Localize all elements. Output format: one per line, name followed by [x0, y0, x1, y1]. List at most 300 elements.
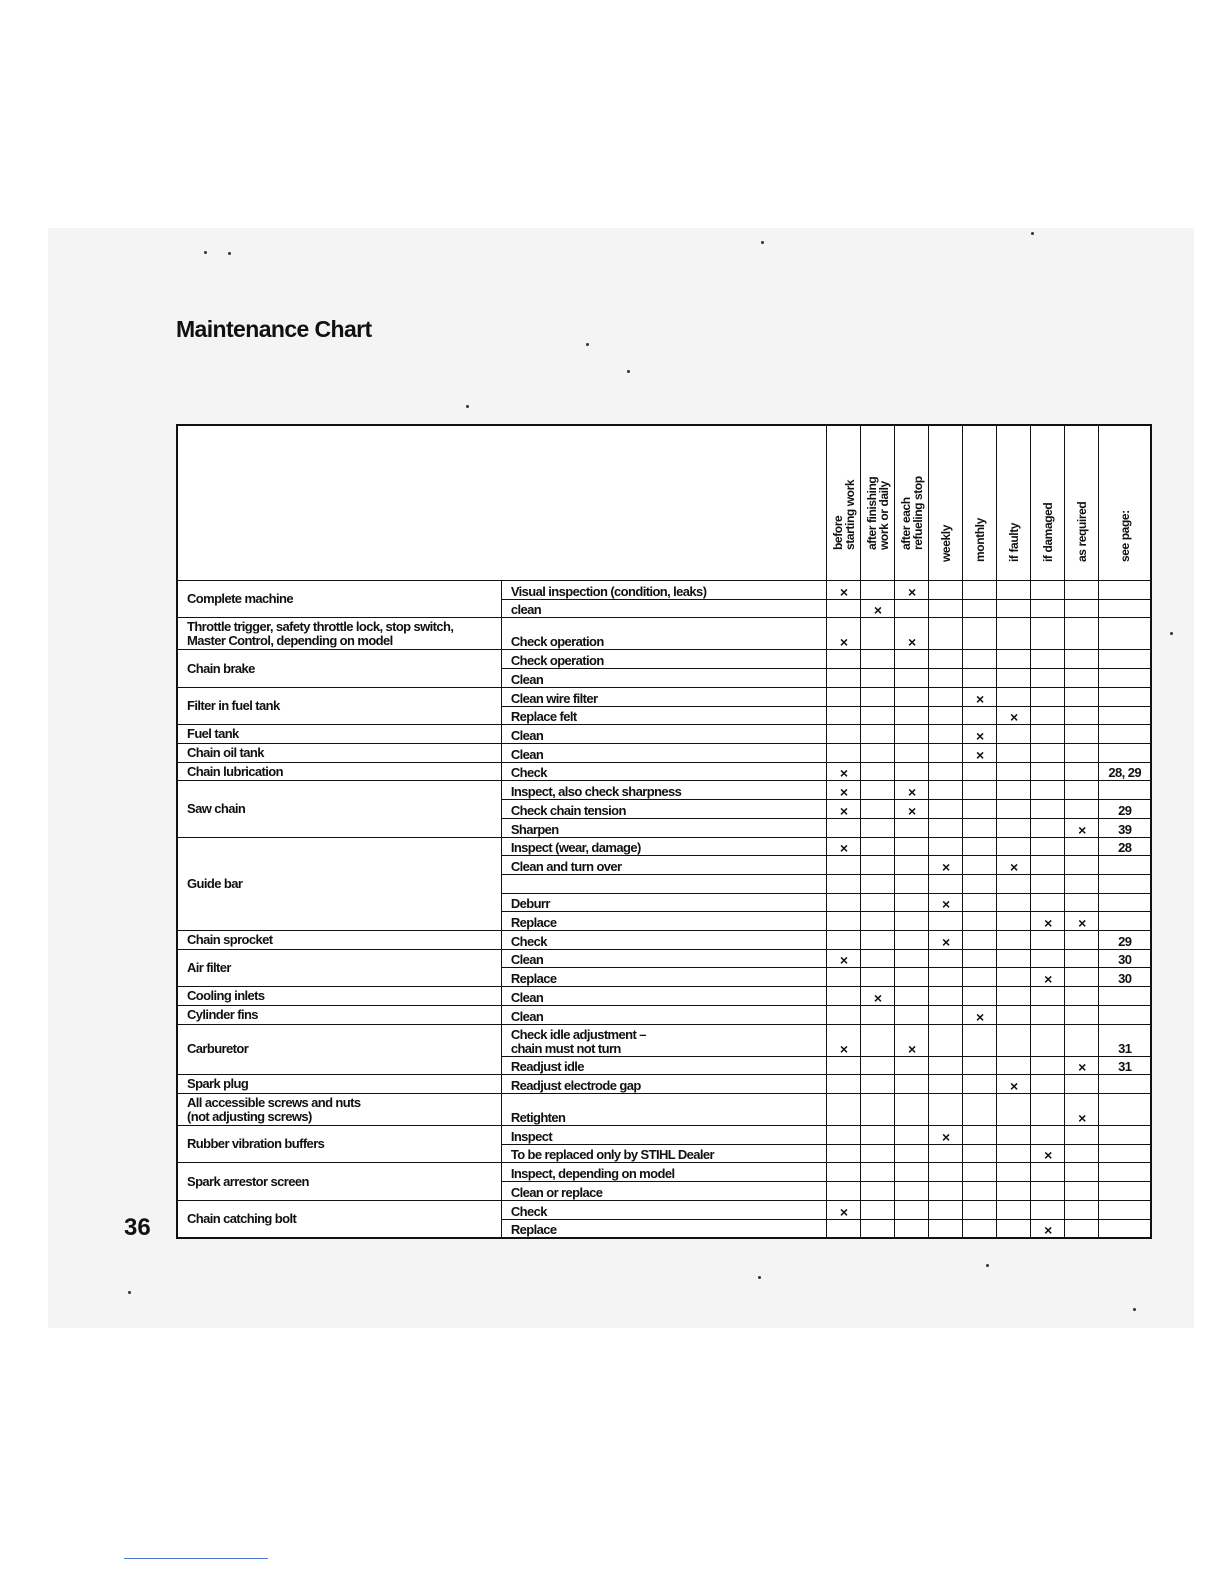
- schedule-cell: [963, 1163, 997, 1182]
- schedule-cell: [1065, 800, 1099, 819]
- schedule-cell: [1031, 1163, 1065, 1182]
- schedule-cell: [997, 762, 1031, 781]
- schedule-cell: [929, 987, 963, 1006]
- table-row: [177, 781, 1151, 800]
- schedule-cell: [963, 856, 997, 875]
- check-mark: ×: [997, 706, 1031, 725]
- column-header-label: weekly: [938, 525, 953, 562]
- scan-speck: [204, 251, 207, 254]
- schedule-cell: [1065, 1005, 1099, 1024]
- schedule-cell: [1065, 599, 1099, 618]
- schedule-cell: [861, 1200, 895, 1219]
- schedule-cell: [861, 618, 895, 650]
- action-cell: Check: [501, 762, 826, 781]
- schedule-cell: [1031, 800, 1065, 819]
- scan-speck: [761, 241, 764, 244]
- check-mark: ×: [827, 1200, 861, 1219]
- schedule-cell: [997, 931, 1031, 950]
- schedule-cell: [895, 762, 929, 781]
- schedule-cell: [1065, 1200, 1099, 1219]
- header-blank-cell: [177, 425, 827, 581]
- see-page-cell: [1099, 1144, 1151, 1163]
- schedule-cell: [997, 1056, 1031, 1075]
- see-page-cell: [1099, 618, 1151, 650]
- check-mark: ×: [1031, 968, 1065, 987]
- check-mark: ×: [827, 837, 861, 856]
- action-cell: clean: [501, 599, 826, 618]
- schedule-cell: [963, 1126, 997, 1145]
- action-cell: Check: [501, 1200, 826, 1219]
- action-cell: Clean wire filter: [501, 687, 826, 706]
- schedule-cell: [895, 837, 929, 856]
- table-row: [177, 1024, 1151, 1056]
- check-mark: ×: [827, 781, 861, 800]
- schedule-cell: [929, 706, 963, 725]
- schedule-cell: [861, 800, 895, 819]
- table-row: [177, 1005, 1151, 1024]
- schedule-cell: [929, 874, 963, 893]
- action-cell: Clean or replace: [501, 1182, 826, 1201]
- schedule-cell: [1065, 1219, 1099, 1238]
- schedule-cell: [1031, 1024, 1065, 1056]
- check-mark: ×: [1065, 818, 1099, 837]
- schedule-cell: [827, 1005, 861, 1024]
- schedule-cell: [1065, 1144, 1099, 1163]
- schedule-cell: [997, 687, 1031, 706]
- schedule-cell: [1065, 1075, 1099, 1094]
- schedule-cell: [1065, 706, 1099, 725]
- column-header-label: if damaged: [1040, 502, 1055, 562]
- check-mark: ×: [929, 856, 963, 875]
- column-header-label: after finishing work or daily: [864, 476, 891, 550]
- schedule-cell: [861, 931, 895, 950]
- schedule-cell: [1031, 893, 1065, 912]
- action-cell: Check chain tension: [501, 800, 826, 819]
- see-page-cell: [1099, 987, 1151, 1006]
- column-header: [1031, 425, 1065, 581]
- check-mark: ×: [827, 618, 861, 650]
- schedule-cell: [895, 1126, 929, 1145]
- schedule-cell: [997, 874, 1031, 893]
- schedule-cell: [827, 987, 861, 1006]
- schedule-cell: [895, 650, 929, 669]
- see-page-cell: [1099, 581, 1151, 600]
- schedule-cell: [1031, 781, 1065, 800]
- schedule-cell: [963, 949, 997, 968]
- see-page-cell: [1099, 912, 1151, 931]
- schedule-cell: [963, 1182, 997, 1201]
- schedule-cell: [861, 949, 895, 968]
- schedule-cell: [997, 725, 1031, 744]
- schedule-cell: [1065, 743, 1099, 762]
- component-cell: Spark plug: [177, 1075, 501, 1094]
- table-row: [177, 650, 1151, 669]
- schedule-cell: [1065, 874, 1099, 893]
- schedule-cell: [963, 1056, 997, 1075]
- component-cell: Rubber vibration buffers: [177, 1126, 501, 1163]
- schedule-cell: [929, 949, 963, 968]
- scan-speck: [1170, 632, 1173, 635]
- schedule-cell: [895, 743, 929, 762]
- table-row: [177, 837, 1151, 856]
- schedule-cell: [929, 800, 963, 819]
- schedule-cell: [895, 1144, 929, 1163]
- schedule-cell: [997, 949, 1031, 968]
- schedule-cell: [895, 893, 929, 912]
- see-page-cell: [1099, 1163, 1151, 1182]
- schedule-cell: [997, 1144, 1031, 1163]
- check-mark: ×: [1065, 912, 1099, 931]
- schedule-cell: [997, 669, 1031, 688]
- check-mark: ×: [929, 1126, 963, 1145]
- action-cell: Inspect (wear, damage): [501, 837, 826, 856]
- schedule-cell: [861, 1005, 895, 1024]
- schedule-cell: [895, 987, 929, 1006]
- action-cell: Inspect, also check sharpness: [501, 781, 826, 800]
- action-cell: Replace felt: [501, 706, 826, 725]
- schedule-cell: [1031, 1200, 1065, 1219]
- schedule-cell: [929, 669, 963, 688]
- page-number: 36: [124, 1214, 151, 1241]
- schedule-cell: [963, 706, 997, 725]
- schedule-cell: [895, 669, 929, 688]
- schedule-cell: [827, 912, 861, 931]
- action-cell: Check operation: [501, 618, 826, 650]
- component-cell: Cooling inlets: [177, 987, 501, 1006]
- scan-speck: [1031, 232, 1034, 235]
- chart-body: [177, 581, 1151, 1239]
- schedule-cell: [861, 1094, 895, 1126]
- schedule-cell: [827, 818, 861, 837]
- schedule-cell: [1031, 1094, 1065, 1126]
- schedule-cell: [1065, 931, 1099, 950]
- schedule-cell: [861, 818, 895, 837]
- schedule-cell: [861, 874, 895, 893]
- schedule-cell: [997, 743, 1031, 762]
- schedule-cell: [861, 687, 895, 706]
- table-row: [177, 931, 1151, 950]
- component-cell: All accessible screws and nuts (not adjusting screws): [177, 1094, 501, 1126]
- see-page-cell: [1099, 1005, 1151, 1024]
- schedule-cell: [895, 687, 929, 706]
- column-header: [861, 425, 895, 581]
- schedule-cell: [997, 599, 1031, 618]
- schedule-cell: [963, 912, 997, 931]
- schedule-cell: [963, 669, 997, 688]
- check-mark: ×: [963, 743, 997, 762]
- schedule-cell: [997, 1163, 1031, 1182]
- schedule-cell: [929, 1163, 963, 1182]
- check-mark: ×: [861, 987, 895, 1006]
- scan-speck: [466, 405, 469, 408]
- schedule-cell: [997, 1005, 1031, 1024]
- table-row: [177, 743, 1151, 762]
- schedule-cell: [963, 1094, 997, 1126]
- schedule-cell: [827, 1219, 861, 1238]
- schedule-cell: [997, 1182, 1031, 1201]
- see-page-cell: [1099, 1182, 1151, 1201]
- action-cell: Sharpen: [501, 818, 826, 837]
- schedule-cell: [997, 1126, 1031, 1145]
- check-mark: ×: [827, 800, 861, 819]
- schedule-cell: [861, 1126, 895, 1145]
- schedule-cell: [1065, 1163, 1099, 1182]
- schedule-cell: [1031, 599, 1065, 618]
- schedule-cell: [861, 837, 895, 856]
- schedule-cell: [1031, 949, 1065, 968]
- schedule-cell: [861, 743, 895, 762]
- schedule-cell: [827, 669, 861, 688]
- schedule-cell: [827, 687, 861, 706]
- check-mark: ×: [1031, 1219, 1065, 1238]
- schedule-cell: [1065, 781, 1099, 800]
- schedule-cell: [997, 800, 1031, 819]
- schedule-cell: [1065, 1126, 1099, 1145]
- schedule-cell: [861, 912, 895, 931]
- table-row: [177, 1163, 1151, 1182]
- see-page-cell: [1099, 1094, 1151, 1126]
- check-mark: ×: [827, 581, 861, 600]
- schedule-cell: [997, 818, 1031, 837]
- component-cell: Saw chain: [177, 781, 501, 837]
- schedule-cell: [963, 1219, 997, 1238]
- check-mark: ×: [997, 1075, 1031, 1094]
- column-header-label: see page:: [1117, 510, 1132, 562]
- component-cell: Spark arrestor screen: [177, 1163, 501, 1200]
- action-cell: Clean: [501, 669, 826, 688]
- see-page-cell: 28, 29: [1099, 762, 1151, 781]
- schedule-cell: [895, 1056, 929, 1075]
- schedule-cell: [1031, 687, 1065, 706]
- column-header: [1065, 425, 1099, 581]
- check-mark: ×: [1031, 912, 1065, 931]
- schedule-cell: [929, 781, 963, 800]
- schedule-cell: [929, 725, 963, 744]
- schedule-cell: [861, 1182, 895, 1201]
- schedule-cell: [827, 1144, 861, 1163]
- schedule-cell: [895, 931, 929, 950]
- schedule-cell: [963, 837, 997, 856]
- schedule-cell: [861, 1056, 895, 1075]
- see-page-cell: [1099, 856, 1151, 875]
- schedule-cell: [895, 706, 929, 725]
- action-cell: [501, 874, 826, 893]
- component-cell: Chain lubrication: [177, 762, 501, 781]
- check-mark: ×: [1065, 1056, 1099, 1075]
- table-row: [177, 1200, 1151, 1219]
- schedule-cell: [997, 618, 1031, 650]
- action-cell: To be replaced only by STIHL Dealer: [501, 1144, 826, 1163]
- schedule-cell: [997, 650, 1031, 669]
- schedule-cell: [895, 725, 929, 744]
- schedule-cell: [1031, 1126, 1065, 1145]
- component-cell: Chain brake: [177, 650, 501, 687]
- see-page-cell: 39: [1099, 818, 1151, 837]
- schedule-cell: [861, 781, 895, 800]
- schedule-cell: [1031, 581, 1065, 600]
- check-mark: ×: [895, 800, 929, 819]
- schedule-cell: [895, 1075, 929, 1094]
- schedule-cell: [929, 837, 963, 856]
- schedule-cell: [1031, 1005, 1065, 1024]
- schedule-cell: [1065, 1182, 1099, 1201]
- scan-speck: [1133, 1308, 1136, 1311]
- see-page-cell: [1099, 874, 1151, 893]
- action-cell: Inspect, depending on model: [501, 1163, 826, 1182]
- schedule-cell: [895, 949, 929, 968]
- see-page-cell: [1099, 669, 1151, 688]
- see-page-cell: 31: [1099, 1056, 1151, 1075]
- column-header-label: as required: [1074, 501, 1089, 562]
- schedule-cell: [997, 1200, 1031, 1219]
- component-cell: Guide bar: [177, 837, 501, 931]
- check-mark: ×: [963, 725, 997, 744]
- schedule-cell: [963, 581, 997, 600]
- schedule-cell: [929, 1056, 963, 1075]
- scan-speck: [986, 1264, 989, 1267]
- schedule-cell: [827, 874, 861, 893]
- schedule-cell: [1031, 931, 1065, 950]
- schedule-cell: [861, 706, 895, 725]
- schedule-cell: [997, 893, 1031, 912]
- schedule-cell: [827, 1056, 861, 1075]
- see-page-cell: 30: [1099, 968, 1151, 987]
- schedule-cell: [997, 1094, 1031, 1126]
- schedule-cell: [827, 968, 861, 987]
- schedule-cell: [963, 1024, 997, 1056]
- schedule-cell: [1031, 837, 1065, 856]
- schedule-cell: [997, 968, 1031, 987]
- action-cell: Clean: [501, 1005, 826, 1024]
- schedule-cell: [895, 912, 929, 931]
- scan-speck: [586, 343, 589, 346]
- action-cell: Readjust electrode gap: [501, 1075, 826, 1094]
- action-cell: Replace: [501, 1219, 826, 1238]
- action-cell: Inspect: [501, 1126, 826, 1145]
- schedule-cell: [895, 1200, 929, 1219]
- schedule-cell: [861, 581, 895, 600]
- check-mark: ×: [895, 618, 929, 650]
- schedule-cell: [861, 762, 895, 781]
- schedule-cell: [1031, 1075, 1065, 1094]
- schedule-cell: [861, 650, 895, 669]
- see-page-cell: [1099, 1200, 1151, 1219]
- table-row: [177, 725, 1151, 744]
- maintenance-chart-table: [176, 424, 1152, 1239]
- schedule-cell: [1031, 669, 1065, 688]
- schedule-cell: [1065, 1024, 1099, 1056]
- check-mark: ×: [929, 893, 963, 912]
- schedule-cell: [1031, 987, 1065, 1006]
- schedule-cell: [827, 1126, 861, 1145]
- schedule-cell: [1065, 949, 1099, 968]
- component-cell: Filter in fuel tank: [177, 687, 501, 724]
- action-cell: Clean: [501, 743, 826, 762]
- column-header: [1099, 425, 1151, 581]
- action-cell: Check: [501, 931, 826, 950]
- schedule-cell: [1031, 650, 1065, 669]
- component-cell: Fuel tank: [177, 725, 501, 744]
- schedule-cell: [997, 581, 1031, 600]
- table-row: [177, 949, 1151, 968]
- schedule-cell: [963, 618, 997, 650]
- schedule-cell: [1065, 581, 1099, 600]
- action-cell: Clean: [501, 725, 826, 744]
- component-cell: Chain sprocket: [177, 931, 501, 950]
- schedule-cell: [929, 1200, 963, 1219]
- schedule-cell: [929, 599, 963, 618]
- table-row: [177, 987, 1151, 1006]
- see-page-cell: [1099, 725, 1151, 744]
- schedule-cell: [1031, 874, 1065, 893]
- schedule-cell: [895, 1219, 929, 1238]
- schedule-cell: [963, 987, 997, 1006]
- schedule-cell: [895, 856, 929, 875]
- schedule-cell: [1031, 856, 1065, 875]
- schedule-cell: [861, 1144, 895, 1163]
- column-header: [963, 425, 997, 581]
- schedule-cell: [1065, 856, 1099, 875]
- component-cell: Chain catching bolt: [177, 1200, 501, 1238]
- table-row: [177, 687, 1151, 706]
- schedule-cell: [1065, 987, 1099, 1006]
- check-mark: ×: [963, 687, 997, 706]
- schedule-cell: [997, 781, 1031, 800]
- component-cell: Complete machine: [177, 581, 501, 618]
- check-mark: ×: [827, 762, 861, 781]
- schedule-cell: [963, 650, 997, 669]
- schedule-cell: [963, 874, 997, 893]
- schedule-cell: [861, 725, 895, 744]
- bottom-divider-line: [124, 1558, 268, 1559]
- schedule-cell: [929, 1075, 963, 1094]
- see-page-cell: [1099, 650, 1151, 669]
- see-page-cell: 29: [1099, 800, 1151, 819]
- schedule-cell: [997, 1219, 1031, 1238]
- schedule-cell: [929, 743, 963, 762]
- see-page-cell: 29: [1099, 931, 1151, 950]
- component-cell: Chain oil tank: [177, 743, 501, 762]
- schedule-cell: [1031, 1056, 1065, 1075]
- schedule-cell: [1065, 669, 1099, 688]
- schedule-cell: [827, 893, 861, 912]
- column-header-label: if faulty: [1006, 522, 1021, 562]
- component-cell: Carburetor: [177, 1024, 501, 1075]
- schedule-cell: [1065, 650, 1099, 669]
- schedule-cell: [963, 1144, 997, 1163]
- component-cell: Air filter: [177, 949, 501, 986]
- schedule-cell: [963, 1200, 997, 1219]
- check-mark: ×: [861, 599, 895, 618]
- schedule-cell: [861, 893, 895, 912]
- check-mark: ×: [895, 781, 929, 800]
- column-header-label: after each refueling stop: [898, 476, 925, 550]
- schedule-cell: [861, 856, 895, 875]
- schedule-cell: [929, 1219, 963, 1238]
- schedule-cell: [861, 669, 895, 688]
- schedule-cell: [827, 1094, 861, 1126]
- schedule-cell: [1031, 762, 1065, 781]
- schedule-cell: [929, 1094, 963, 1126]
- schedule-cell: [827, 1163, 861, 1182]
- schedule-cell: [827, 1182, 861, 1201]
- schedule-cell: [963, 968, 997, 987]
- schedule-cell: [929, 1005, 963, 1024]
- check-mark: ×: [827, 949, 861, 968]
- check-mark: ×: [895, 581, 929, 600]
- schedule-cell: [861, 1163, 895, 1182]
- schedule-cell: [929, 968, 963, 987]
